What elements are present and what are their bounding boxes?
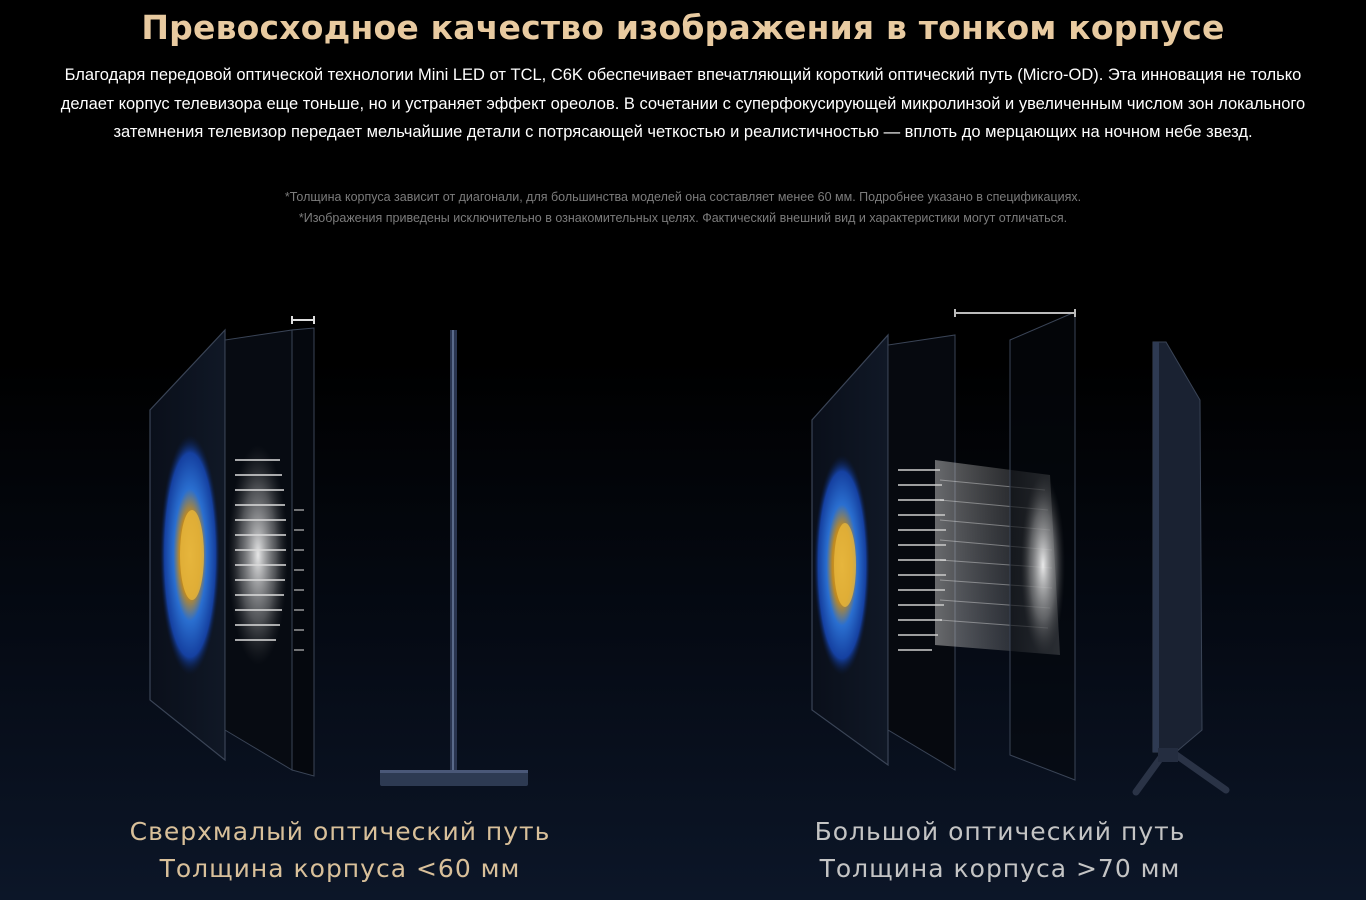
thickness-marker (292, 316, 314, 324)
tv-comparison-illustration (0, 300, 1366, 810)
back-layer (292, 328, 314, 776)
thick-tv-caption-line2: Толщина корпуса >70 мм (819, 854, 1181, 883)
image-disclaimer-note: *Изображения приведены исключительно в ознакомительных целях. Фактический внешний вид и характеристики могут отличаться. (298, 211, 1068, 225)
thick-tv-caption (750, 813, 1250, 887)
thickness-marker (955, 309, 1075, 317)
thickness-note: *Толщина корпуса зависит от диагонали, для большинства моделей она составляет менее 60 мм. Подробнее указано в спецификациях. (284, 190, 1082, 204)
thick-tv-caption-line1: Большой оптический путь (814, 817, 1186, 846)
footnotes (0, 187, 1366, 229)
slim-tv-caption (90, 813, 590, 887)
slim-tv-caption-line1: Сверхмалый оптический путь (129, 817, 551, 846)
slim-tv-caption-line2: Толщина корпуса <60 мм (159, 854, 521, 883)
page-title: Превосходное качество изображения в тонком корпусе (141, 8, 1225, 47)
thick-tv-side-profile (1153, 342, 1202, 752)
slim-tv-exploded-view (150, 316, 528, 786)
led-glow (228, 445, 288, 665)
thick-tv-stand (1136, 752, 1226, 792)
description-text: Благодаря передовой оптической технологии Mini LED от TCL, C6K обеспечивает впечатляющий короткий оптический путь (Micro-OD). Эта инновация не только делает корпус телевизора еще тоньше, но и устраняет эффект ореолов. В сочетании с суперфокусирующей микролинзой и увеличенным числом зон локального затемнения телевизор передает мельчайшие детали с потрясающей четкостью и реалистичностью — вплоть до мерцающих на ночном небе звезд. (60, 66, 1306, 142)
thick-tv-exploded-view (812, 309, 1226, 792)
